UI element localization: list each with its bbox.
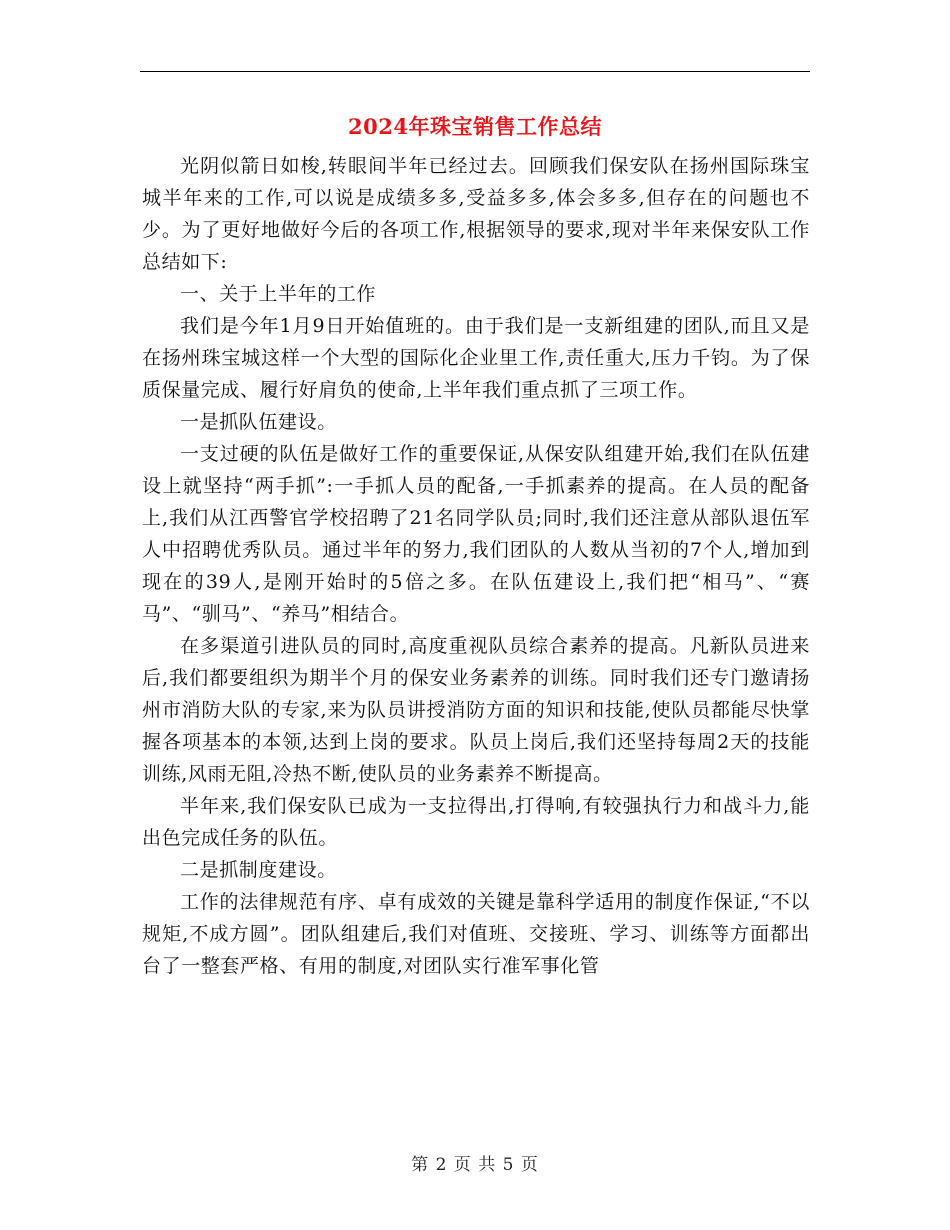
document-body xyxy=(142,150,810,982)
paragraph-system-building: 工作的法律规范有序、卓有成效的关键是靠科学适用的制度作保证,“不以规矩,不成方圆”。团队组建后,我们对值班、交接班、学习、训练等方面都出台了一整套严格、有用的制度,对团队实行准军事化管 xyxy=(142,891,810,977)
paragraph-start-duty: 我们是今年1月9日开始值班的。由于我们是一支新组建的团队,而且又是在扬州珠宝城这样一个大型的国际化企业里工作,责任重大,压力千钧。为了保质保量完成、履行好肩负的使命,上半年我们重点抓了三项工作。 xyxy=(142,315,810,401)
header-rule xyxy=(140,71,810,72)
subheading-team-building: 一是抓队伍建设。 xyxy=(180,411,337,433)
paragraph-intro: 光阴似箭日如梭,转眼间半年已经过去。回顾我们保安队在扬州国际珠宝城半年来的工作,可以说是成绩多多,受益多多,体会多多,但存在的问题也不少。为了更好地做好今后的各项工作,根据领导的要求,现对半年来保安队工作总结如下: xyxy=(142,155,810,273)
paragraph-training: 在多渠道引进队员的同时,高度重视队员综合素养的提高。凡新队员进来后,我们都要组织为期半个月的保安业务素养的训练。同时我们还专门邀请扬州市消防大队的专家,来为队员讲授消防方面的知识和技能,使队员都能尽快掌握各项基本的本领,达到上岗的要求。队员上岗后,我们还坚持每周2天的技能训练,风雨无阻,冷热不断,使队员的业务素养不断提高。 xyxy=(142,635,810,785)
paragraph-team-building: 一支过硬的队伍是做好工作的重要保证,从保安队组建开始,我们在队伍建设上就坚持“两手抓”:一手抓人员的配备,一手抓素养的提高。在人员的配备上,我们从江西警官学校招聘了21名同学队员;同时,我们还注意从部队退伍军人中招聘优秀队员。通过半年的努力,我们团队的人数从当初的7个人,增加到现在的39人,是刚开始时的5倍之多。在队伍建设上,我们把“相马”、“赛马”、“驯马”、“养马”相结合。 xyxy=(142,443,810,625)
section-heading-first-half: 一、关于上半年的工作 xyxy=(180,283,377,305)
paragraph-half-year-result: 半年来,我们保安队已成为一支拉得出,打得响,有较强执行力和战斗力,能出色完成任务的队伍。 xyxy=(142,795,810,849)
page-number-footer: 第 2 页 共 5 页 xyxy=(411,1155,539,1175)
document-title: 2024年珠宝销售工作总结 xyxy=(348,114,602,139)
subheading-system-building: 二是抓制度建设。 xyxy=(180,859,337,881)
